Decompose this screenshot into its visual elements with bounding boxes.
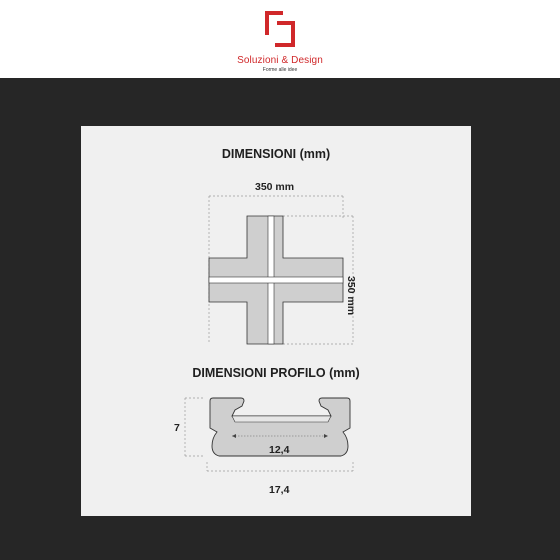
product-width-label: 350 mm xyxy=(255,181,295,193)
profile-title: DIMENSIONI PROFILO (mm) xyxy=(192,366,360,380)
dimensions-card xyxy=(81,126,471,516)
profile-height-label: 7 xyxy=(174,422,180,434)
dimensions-title: DIMENSIONI (mm) xyxy=(221,147,331,161)
brand-name: Soluzioni & Design xyxy=(237,55,323,66)
brand-header xyxy=(0,0,560,78)
profile-inner-width-label: 12,4 xyxy=(269,444,290,456)
product-height-label: 350 mm xyxy=(345,276,357,316)
brand-logo-icon xyxy=(263,9,297,49)
profile-outer-width-label: 17,4 xyxy=(269,484,290,496)
brand-tagline: Forme alle idee xyxy=(262,67,298,73)
